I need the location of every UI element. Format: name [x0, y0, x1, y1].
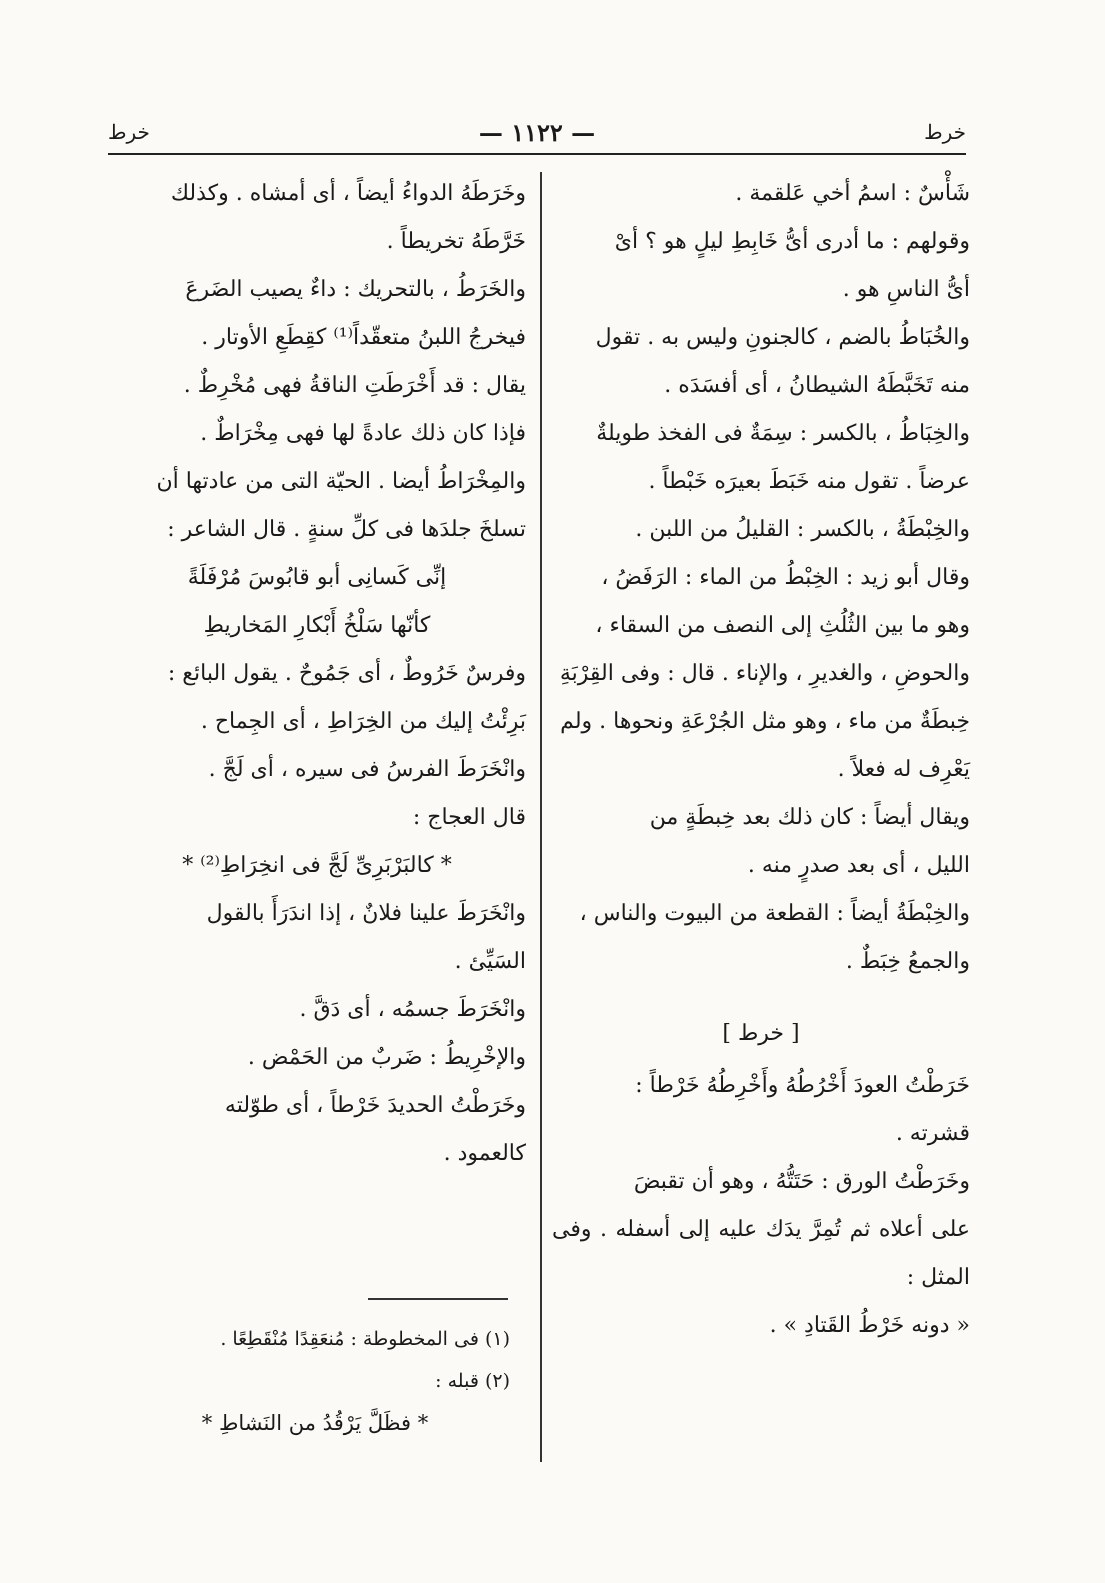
footnote-verse: * فظَلَّ يَرْقُدُ من النَشاطِ * [201, 1411, 429, 1435]
text-line: والحوضِ ، والغديرِ ، والإناء . قال : وفى القِرْبَةِ [559, 661, 970, 686]
text-line: فيخرجُ اللبنُ متعقّداً⁽¹⁾ كقِطَعِ الأوتار . [201, 325, 526, 350]
text-line: تسلخَ جلدَها فى كلِّ سنةٍ . قال الشاعر : [167, 517, 526, 542]
text-line: فإذا كان ذلك عادةً لها فهى مِخْرَاطٌ . [200, 421, 526, 446]
text-line: السَيِّئ . [454, 949, 526, 974]
verse-line: كأنّها سَلْخُ أَبْكارِ المَخاريطِ [203, 613, 431, 638]
text-line: والخَرَطُ ، بالتحريك : داءٌ يصيب الضَرعَ [185, 277, 526, 302]
column-divider [540, 172, 542, 1462]
text-line: والخِبْطَةُ ، بالكسر : القليلُ من اللبن . [635, 517, 970, 542]
text-line: وفرسٌ خَرُوطٌ ، أى جَمُوحٌ . يقول البائع : [167, 661, 526, 686]
text-line: والإخْرِيطُ : ضَربٌ من الحَمْض . [247, 1045, 526, 1070]
text-line: يَعْرِف له فعلاً . [837, 757, 970, 782]
text-line: والمِخْرَاطُ أيضا . الحيّة التى من عادتها أن [156, 469, 526, 494]
text-line: والجمعُ خِبَطٌ . [845, 949, 970, 974]
text-line: والخِبَاطُ ، بالكسر : سِمَةٌ فى الفخذ طويلةٌ [596, 421, 970, 446]
running-headword-left: خرط [108, 120, 150, 144]
text-line: بَرِئْتُ إليك من الخِرَاطِ ، أى الجِماح . [200, 709, 526, 734]
text-line: وخَرَطَهُ الدواءُ أيضاً ، أى أمشاه . وكذلك [170, 181, 526, 206]
page-header [108, 118, 966, 154]
text-line: يقال : قد أَخْرَطَتِ الناقةُ فهى مُخْرِطٌ . [183, 373, 526, 398]
text-line: على أعلاه ثم تُمِرَّ يدَك عليه إلى أسفله . وفى المثل : [552, 1217, 970, 1290]
text-line: وقولهم : ما أدرى أىُّ خَابِطِ ليلٍ هو ؟ أىْ [614, 229, 970, 254]
text-line: قشرته . [895, 1121, 970, 1146]
verse-line: * كالبَرْبَرِىِّ لَجَّ فى انخِرَاطِ⁽²⁾ * [182, 853, 452, 878]
page-number: — ١١٢٢ — [478, 118, 596, 147]
text-line: منه تَخَبَّطَهُ الشيطانُ ، أى أفسَدَه . [664, 373, 970, 398]
text-line: ويقال أيضاً : كان ذلك بعد خِبطَةٍ من [649, 805, 970, 830]
text-line: وخَرَطْتُ الحديدَ خَرْطاً ، أى طوّلته [224, 1093, 526, 1118]
text-line: خِبطَةٌ من ماء ، وهو مثل الجُرْعَةِ ونحوها . ولم [560, 709, 970, 734]
text-line: أىُّ الناسِ هو . [842, 277, 970, 302]
text-line: وانْخَرَطَ جسمُه ، أى دَقَّ . [299, 997, 526, 1022]
header-rule [108, 153, 966, 155]
text-line: شَأْسٌ : اسمُ أخي عَلقمة . [735, 181, 970, 206]
text-line: خَرَطْتُ العودَ أَخْرُطُهُ وأَخْرِطُهُ خَرْطاً : [635, 1073, 970, 1098]
text-line: وهو ما بين الثُلُثِ إلى النصف من السقاء ، [595, 613, 970, 638]
footnote: (١) فى المخطوطة : مُنعَقِدًا مُنْقَطِعًا . [220, 1328, 510, 1350]
footnote-rule [368, 1298, 508, 1300]
running-headword-right: خرط [924, 120, 966, 144]
footnote: (٢) قبله : [435, 1370, 510, 1392]
right-column [552, 170, 970, 1350]
text-line: قال العجاج : [412, 805, 526, 830]
text-line: كالعمود . [443, 1141, 526, 1166]
text-line: وخَرَطْتُ الورق : حَتَتُّهُ ، وهو أن تقبضَ [633, 1169, 970, 1194]
verse-line: إنِّى كَسانِى أبو قابُوسَ مُرْفَلَةً [187, 565, 447, 590]
text-line: والخِبْطَةُ أيضاً : القطعة من البيوت والناس ، [579, 901, 970, 926]
text-line: « دونه خَرْطُ القَتادِ » . [769, 1313, 970, 1338]
text-line: خَرَّطَهُ تخريطاً . [386, 229, 526, 254]
text-line: وانْخَرَطَ الفرسُ فى سيره ، أى لَجَّ . [208, 757, 526, 782]
text-line: الليل ، أى بعد صدرٍ منه . [747, 853, 970, 878]
left-column [108, 170, 526, 1178]
footnotes [140, 1318, 510, 1444]
text-line: وانْخَرَطَ علينا فلانٌ ، إذا اندَرَأَ بالقول [206, 901, 526, 926]
text-line: وقال أبو زيد : الخِبْطُ من الماء : الرَفَضُ ، [601, 565, 970, 590]
entry-heading: [ خرط ] [722, 1021, 800, 1046]
text-line: عرضاً . تقول منه خَبَطَ بعيرَه خَبْطاً . [648, 469, 970, 494]
text-line: والخُبَاطُ بالضم ، كالجنونِ وليس به . تقول [595, 325, 970, 350]
